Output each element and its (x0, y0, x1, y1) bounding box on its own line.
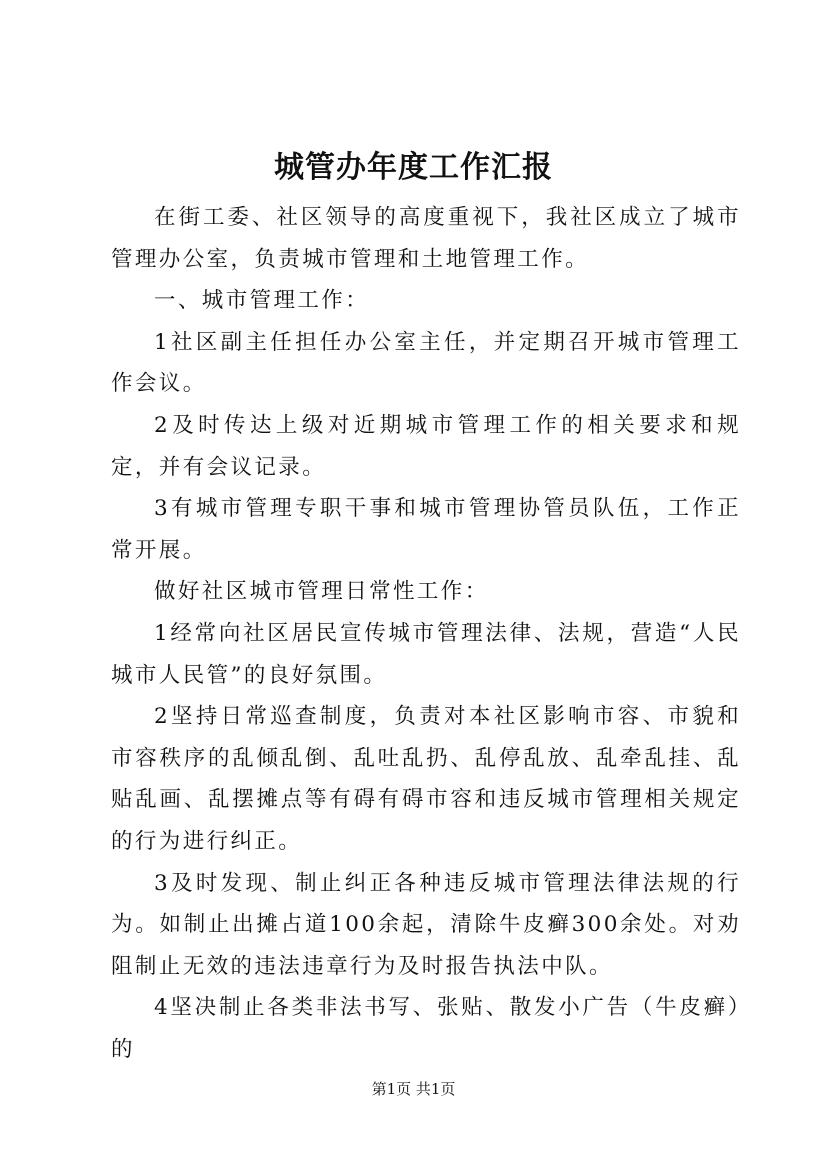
paragraph: 1社区副主任担任办公室主任，并定期召开城市管理工作会议。 (111, 329, 741, 397)
paragraph: 3及时发现、制止纠正各种违反城市管理法律法规的行为。如制止出摊占道100余起，清除牛皮癣300余处。对劝阻制止无效的违法违章行为及时报告执法中队。 (111, 870, 741, 979)
document-title: 城管办年度工作汇报 (274, 150, 553, 185)
paragraph: 4坚决制止各类非法书写、张贴、散发小广告（牛皮癣）的 (111, 995, 741, 1062)
paragraph: 在街工委、社区领导的高度重视下，我社区成立了城市管理办公室，负责城市管理和土地管理工作。 (111, 205, 741, 272)
paragraph: 2坚持日常巡查制度，负责对本社区影响市容、市貌和市容秩序的乱倾乱倒、乱吐乱扔、乱停乱放、乱牵乱挂、乱贴乱画、乱摆摊点等有碍有碍市容和违反城市管理相关规定的行为进行纠正。 (111, 704, 741, 854)
paragraph: 1经常向社区居民宣传城市管理法律、法规，营造“人民城市人民管”的良好氛围。 (111, 620, 741, 688)
page-footer: 第1页 共1页 (371, 1080, 456, 1098)
section-heading: 一、城市管理工作： (154, 288, 370, 314)
paragraph: 2及时传达上级对近期城市管理工作的相关要求和规定，并有会议记录。 (111, 412, 741, 480)
section-heading: 做好社区城市管理日常性工作： (154, 579, 489, 605)
paragraph: 3有城市管理专职干事和城市管理协管员队伍，工作正常开展。 (111, 496, 741, 563)
document-body (111, 197, 741, 1070)
